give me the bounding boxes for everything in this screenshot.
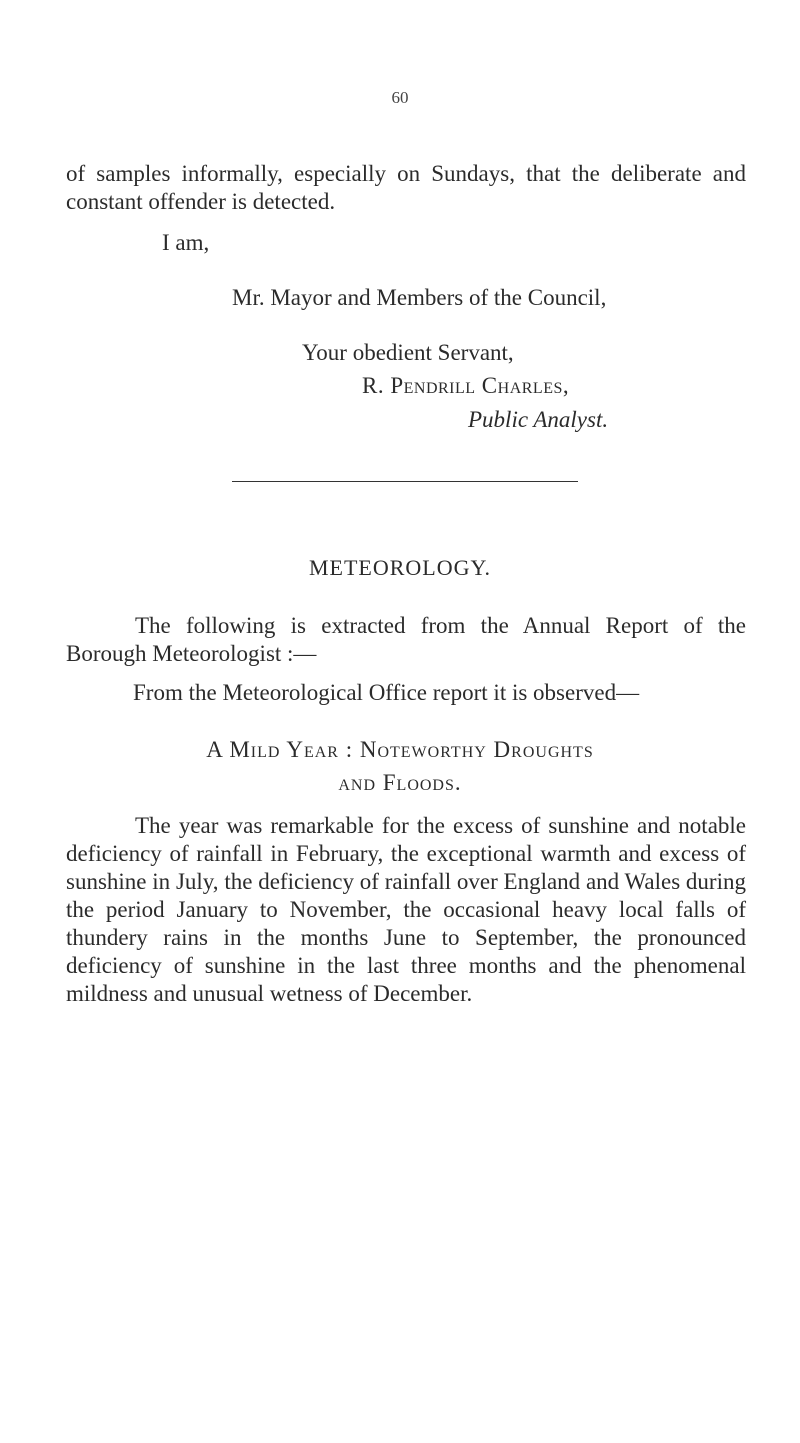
opening-paragraph	[66, 160, 746, 216]
closing-valediction: Your obedient Servant,	[302, 340, 514, 365]
subheading-line-1: A Mild Year : Noteworthy Droughts	[206, 737, 594, 762]
source-line: From the Meteorological Office report it is observed—	[133, 680, 640, 705]
closing-salutation: I am,	[162, 230, 210, 255]
signature-title: Public Analyst.	[468, 407, 609, 432]
intro-text: The following is extracted from the Annual Report of the Borough Meteorologist :—	[66, 613, 746, 666]
intro-paragraph	[66, 612, 746, 668]
page-number: 60	[391, 88, 409, 107]
body-paragraph	[66, 812, 746, 1008]
body-text: The year was remarkable for the excess of sunshine and notable deficiency of rainfall in February, the exceptional warmth and excess of sunshine in July, the deficiency of rainfall over England and Wales during the period January to November, the occasional heavy local falls of thundery rains in the months June to September, the pronounced deficiency of sunshine in the last three months and the phenomenal mildness and unusual wetness of December.	[66, 813, 746, 1006]
opening-paragraph-text: of samples informally, especially on Sundays, that the deliberate and constant offender is detected.	[66, 161, 746, 214]
subheading-line-2: and Floods.	[338, 770, 462, 795]
signature: R. Pendrill Charles,	[362, 373, 570, 398]
closing-addressee: Mr. Mayor and Members of the Council,	[232, 285, 607, 310]
section-divider	[232, 481, 578, 482]
section-heading: METEOROLOGY.	[308, 555, 492, 580]
